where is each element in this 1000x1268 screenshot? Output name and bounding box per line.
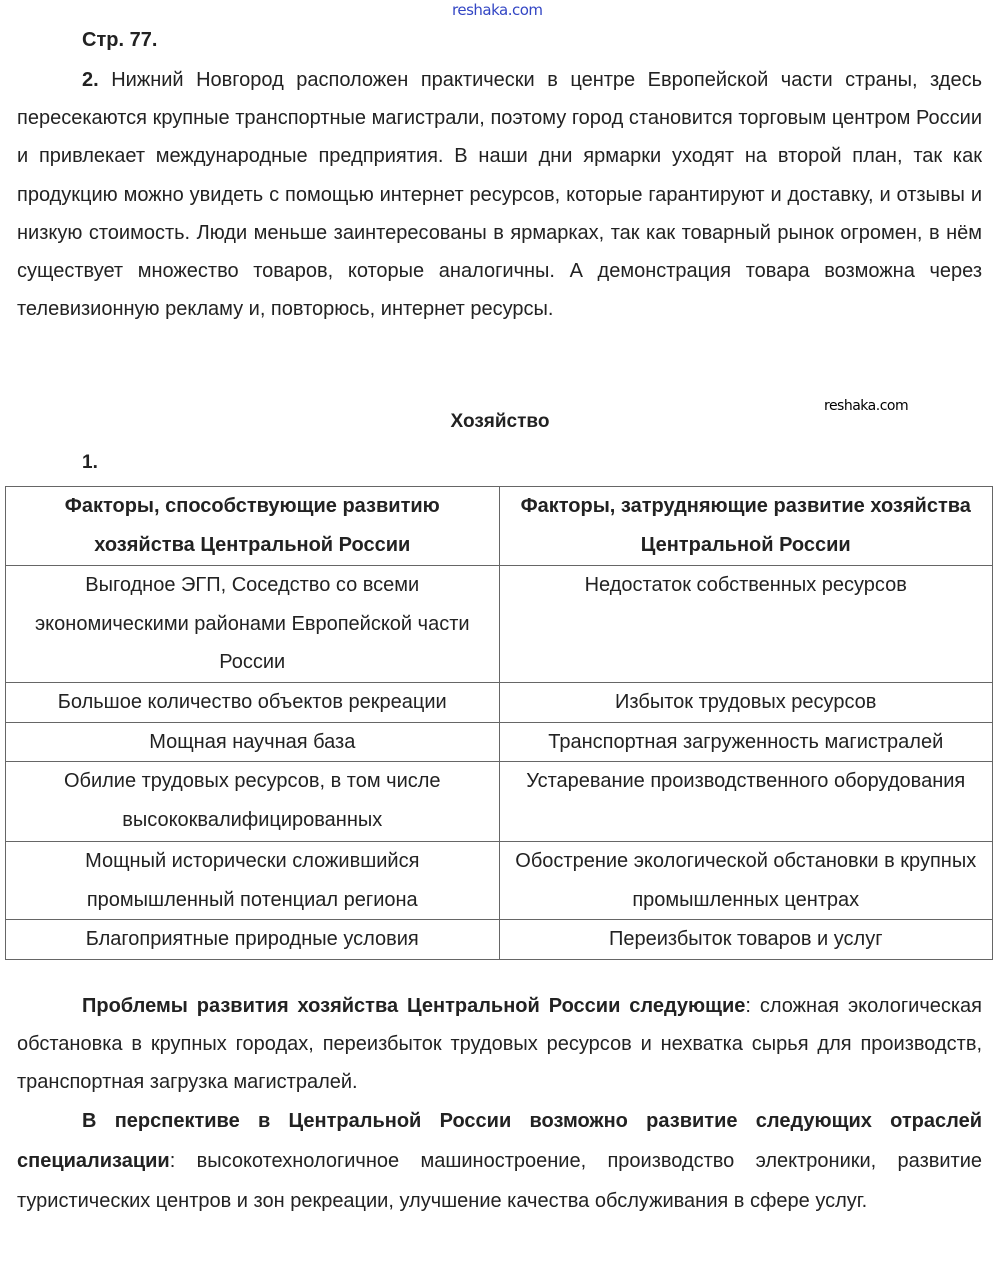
prospects-paragraph: [17, 1101, 982, 1221]
table-cell: Транспортная загруженность магистралей: [499, 722, 993, 762]
task-2-paragraph: [17, 61, 982, 328]
table-row: [6, 566, 993, 683]
table-row: [6, 762, 993, 842]
table-cell: Благоприятные природные условия: [6, 920, 500, 960]
problems-paragraph: [17, 987, 982, 1102]
task-2-text: Нижний Новгород расположен практически в центре Европейской части страны, здесь пересекаются крупные транспортные магистрали, поэтому город становится торговым центром России и привлекает международные предприятия. В наши дни ярмарки уходят на второй план, так как продукцию можно увидеть с помощью интернет ресурсов, которые гарантируют и доставку, и отзывы и низкую стоимость. Люди меньше заинтересованы в ярмарках, так как товарный рынок огромен, в нём существует множество товаров, которые аналогичны. А демонстрация товара возможна через телевизионную рекламу и, повторюсь, интернет ресурсы.: [17, 69, 982, 321]
task-number: 2.: [82, 69, 99, 91]
table-cell: Мощная научная база: [6, 722, 500, 762]
table-row: [6, 682, 993, 722]
table-header-row: [6, 487, 993, 566]
table-cell: Обострение экологической обстановки в крупных промышленных центрах: [499, 842, 993, 920]
problems-text: : сложная экологическая обстановка в крупных городах, переизбыток трудовых ресурсов и нехватка сырья для производств, транспортная загрузка магистралей.: [17, 995, 983, 1094]
problems-label: Проблемы развития хозяйства Центральной России следующие: [82, 995, 746, 1017]
table-row: [6, 920, 993, 960]
table-cell: Мощный исторически сложившийся промышленный потенциал региона: [6, 842, 500, 920]
table-cell: Обилие трудовых ресурсов, в том числе высококвалифицированных: [6, 762, 500, 842]
table-row: [6, 842, 993, 920]
page-label: Стр. 77.: [82, 29, 158, 51]
task-1-number: 1.: [82, 452, 98, 473]
factors-table: [5, 486, 993, 960]
watermark: reshaka.com: [824, 398, 909, 414]
table-row: [6, 722, 993, 762]
watermark: reshaka.com: [452, 1, 543, 19]
prospects-text: : высокотехнологичное машиностроение, производство электроники, развитие туристических центров и зон рекреации, улучшение качества обслуживания в сфере услуг.: [17, 1150, 982, 1212]
table-cell: Большое количество объектов рекреации: [6, 682, 500, 722]
table-cell: Недостаток собственных ресурсов: [499, 566, 993, 683]
prospects-label: В перспективе в Центральной России возможно развитие следующих отраслей специализации: [17, 1110, 982, 1172]
table-cell: Переизбыток товаров и услуг: [499, 920, 993, 960]
section-title: Хозяйство: [450, 411, 550, 432]
table-cell: Устаревание производственного оборудования: [499, 762, 993, 842]
table-cell: Избыток трудовых ресурсов: [499, 682, 993, 722]
header-positive-factors: Факторы, способствующие развитию хозяйства Центральной России: [6, 487, 500, 566]
table-cell: Выгодное ЭГП, Соседство со всеми экономическими районами Европейской части России: [6, 566, 500, 683]
header-negative-factors: Факторы, затрудняющие развитие хозяйства Центральной России: [499, 487, 993, 566]
